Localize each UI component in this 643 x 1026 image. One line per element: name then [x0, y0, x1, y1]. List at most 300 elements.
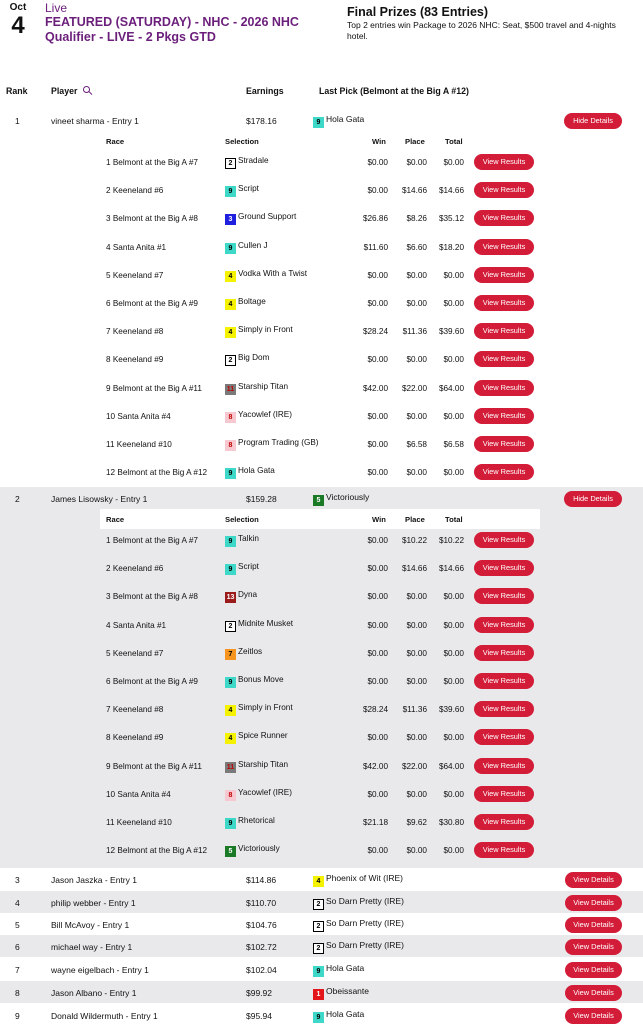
race-row [100, 177, 540, 205]
race-column-header: Race [106, 137, 125, 146]
race-column-header: Race [106, 515, 125, 524]
player-name: Donald Wildermuth - Entry 1 [51, 1011, 158, 1021]
last-pick-name: Hola Gata [326, 114, 365, 124]
total-amount: $0.00 [443, 592, 464, 602]
last-pick [313, 492, 369, 506]
saddle-cloth-icon: 9 [225, 677, 236, 688]
saddle-cloth-icon: 4 [313, 876, 324, 887]
player-name: vineet sharma - Entry 1 [51, 116, 139, 126]
player-row[interactable] [0, 487, 643, 509]
saddle-cloth-icon: 8 [225, 440, 236, 451]
race-row [100, 403, 540, 431]
selection-name: Script [238, 562, 259, 572]
prizes-title: Final Prizes (83 Entries) [347, 5, 489, 19]
selection-name: Script [238, 184, 259, 194]
win-amount: $0.00 [367, 564, 388, 574]
total-column-header: Total [445, 515, 463, 524]
view-results-button[interactable]: View Results [474, 560, 534, 576]
race-row [100, 753, 540, 781]
selection-name: Bonus Move [238, 675, 284, 684]
selection-name: Rhetorical [238, 816, 275, 825]
saddle-cloth-icon: 11 [226, 385, 235, 393]
win-amount: $11.60 [363, 242, 388, 252]
view-results-button[interactable]: View Results [474, 532, 534, 548]
saddle-cloth-icon: 8 [225, 790, 236, 801]
view-details-button[interactable]: View Details [565, 872, 622, 888]
place-amount: $0.00 [406, 592, 427, 602]
win-amount: $0.00 [367, 789, 388, 799]
leaderboard-header [0, 86, 643, 100]
race-row [100, 640, 540, 668]
total-amount: $39.60 [438, 705, 464, 715]
win-amount: $28.24 [362, 705, 388, 715]
last-pick-name: Obeissante [326, 986, 369, 996]
race-name: 1 Belmont at the Big A #7 [106, 536, 198, 545]
race-row [100, 724, 540, 752]
view-results-button[interactable]: View Results [474, 588, 534, 604]
last-pick [313, 940, 404, 954]
race-name: 6 Belmont at the Big A #9 [106, 299, 198, 308]
view-results-button[interactable]: View Results [474, 408, 534, 424]
race-name: 8 Keeneland #9 [106, 355, 164, 365]
view-results-button[interactable]: View Results [474, 267, 534, 283]
place-amount: $0.00 [406, 733, 427, 743]
race-name: 1 Belmont at the Big A #7 [106, 158, 198, 167]
race-name: 10 Santa Anita #4 [106, 789, 171, 799]
race-selection [225, 438, 319, 451]
last-pick [313, 873, 403, 887]
total-amount: $0.00 [443, 733, 464, 743]
saddle-cloth-icon: 9 [225, 536, 236, 547]
race-row [100, 781, 540, 809]
place-amount: $10.22 [401, 536, 427, 545]
selection-name: Hola Gata [238, 466, 275, 476]
race-row [100, 205, 540, 233]
place-amount: $22.00 [401, 383, 427, 393]
win-amount: $0.00 [367, 186, 388, 196]
saddle-cloth-icon: 4 [225, 271, 236, 282]
saddle-cloth-icon: 5 [313, 495, 324, 506]
selection-name: Cullen J [238, 240, 268, 250]
saddle-cloth-icon: 9 [225, 468, 236, 479]
saddle-cloth-icon: 2 [225, 621, 236, 632]
player-rank: 1 [15, 116, 20, 126]
race-selection [225, 816, 275, 829]
total-amount: $18.20 [438, 242, 464, 252]
total-amount: $64.00 [438, 383, 464, 393]
player-earnings: $102.72 [246, 942, 277, 952]
total-amount: $14.66 [438, 564, 464, 574]
details-header [100, 509, 540, 529]
view-results-button[interactable]: View Results [474, 239, 534, 255]
race-name: 7 Keeneland #8 [106, 705, 164, 715]
view-results-button[interactable]: View Results [474, 645, 534, 661]
total-amount: $10.22 [438, 536, 464, 545]
player-row[interactable] [0, 868, 643, 890]
saddle-cloth-icon: 11 [226, 763, 235, 771]
prizes-description: Top 2 entries win Package to 2026 NHC: Seat, $500 travel and 4-nights hotel. [347, 20, 616, 41]
player-row[interactable] [0, 958, 643, 980]
saddle-cloth-icon: 9 [225, 243, 236, 254]
date-month: Oct [9, 2, 27, 13]
race-selection [225, 675, 284, 688]
view-results-button[interactable]: View Results [474, 380, 534, 396]
race-selection [225, 760, 288, 773]
race-row [100, 837, 540, 865]
view-results-button[interactable]: View Results [474, 436, 534, 452]
last-pick-column-header: Last Pick (Belmont at the Big A #12) [319, 86, 469, 96]
selection-name: Program Trading (GB) [238, 438, 319, 447]
race-name: 8 Keeneland #9 [106, 733, 164, 743]
player-row[interactable] [0, 109, 643, 131]
view-details-button[interactable]: View Details [565, 939, 622, 955]
race-selection [225, 325, 293, 338]
race-name: 12 Belmont at the Big A #12 [106, 468, 208, 478]
last-pick-name: So Darn Pretty (IRE) [326, 940, 404, 950]
saddle-cloth-icon: 2 [313, 899, 324, 910]
player-rank: 9 [15, 1011, 20, 1021]
win-amount: $42.00 [362, 761, 388, 771]
win-amount: $0.00 [367, 536, 388, 545]
player-name: Jason Jaszka - Entry 1 [51, 875, 137, 885]
last-pick [313, 114, 364, 128]
win-column-header: Win [372, 137, 386, 146]
total-amount: $39.60 [438, 327, 464, 337]
win-amount: $0.00 [367, 620, 388, 630]
tournament-header [0, 0, 643, 70]
race-selection [225, 590, 257, 603]
race-selection [225, 297, 266, 310]
race-row [100, 290, 540, 318]
saddle-cloth-icon: 4 [225, 705, 236, 716]
date-badge [6, 2, 30, 39]
place-amount: $0.00 [406, 299, 427, 308]
player-earnings: $95.94 [246, 1011, 272, 1021]
place-amount: $0.00 [406, 648, 427, 658]
selection-name: Midnite Musket [238, 618, 294, 628]
win-amount: $28.24 [362, 327, 388, 337]
selection-name: Starship Titan [238, 381, 289, 391]
total-amount: $0.00 [443, 158, 464, 167]
place-amount: $14.66 [401, 564, 427, 574]
race-selection [225, 353, 269, 366]
live-status: Live [45, 1, 68, 15]
saddle-cloth-icon: 8 [225, 412, 236, 423]
place-amount: $11.36 [402, 327, 427, 337]
saddle-cloth-icon: 9 [313, 966, 324, 977]
last-pick-name: Hola Gata [326, 963, 365, 973]
race-row [100, 318, 540, 346]
selection-name: Simply in Front [238, 703, 293, 713]
selection-name: Starship Titan [238, 759, 289, 769]
race-name: 10 Santa Anita #4 [106, 411, 171, 421]
race-row [100, 459, 540, 487]
view-results-button[interactable]: View Results [474, 210, 534, 226]
total-amount: $35.12 [438, 214, 464, 224]
player-row[interactable] [0, 913, 643, 935]
total-amount: $0.00 [443, 677, 464, 686]
last-pick-name: Phoenix of Wit (IRE) [326, 873, 403, 883]
selection-name: Spice Runner [238, 731, 288, 741]
player-earnings: $159.28 [246, 494, 277, 504]
saddle-cloth-icon: 4 [225, 299, 236, 310]
view-results-button[interactable]: View Results [474, 701, 534, 717]
race-row [100, 527, 540, 555]
player-rank: 5 [15, 920, 20, 930]
race-selection [225, 466, 275, 479]
race-selection [225, 184, 259, 197]
place-amount: $11.36 [402, 705, 427, 715]
selection-name: Big Dom [238, 353, 270, 363]
last-pick-name: So Darn Pretty (IRE) [326, 918, 404, 928]
player-earnings: $99.92 [246, 988, 272, 998]
total-amount: $64.00 [438, 761, 464, 771]
total-amount: $0.00 [443, 270, 464, 280]
saddle-cloth-icon: 9 [225, 186, 236, 197]
player-rank: 7 [15, 965, 20, 975]
race-name: 5 Keeneland #7 [106, 648, 164, 658]
last-pick [313, 986, 369, 1000]
hide-details-button[interactable]: Hide Details [564, 113, 622, 129]
player-earnings: $178.16 [246, 116, 277, 126]
last-pick-name: Victoriously [326, 492, 370, 502]
saddle-cloth-icon: 2 [313, 943, 324, 954]
race-name: 4 Santa Anita #1 [106, 242, 167, 252]
last-pick [313, 896, 404, 910]
view-results-button[interactable]: View Results [474, 786, 534, 802]
saddle-cloth-icon: 2 [313, 921, 324, 932]
place-amount: $0.00 [406, 620, 427, 630]
place-amount: $0.00 [406, 158, 427, 167]
place-amount: $9.62 [406, 818, 427, 827]
win-amount: $0.00 [367, 733, 388, 743]
view-results-button[interactable]: View Results [474, 673, 534, 689]
race-selection [225, 534, 259, 547]
win-amount: $0.00 [367, 411, 388, 421]
player-name: James Lisowsky - Entry 1 [51, 494, 148, 504]
race-selection [225, 844, 280, 857]
total-amount: $6.58 [443, 440, 464, 449]
race-selection [225, 703, 293, 716]
date-day: 4 [11, 12, 25, 39]
player-name: Jason Albano - Entry 1 [51, 988, 137, 998]
race-name: 4 Santa Anita #1 [106, 620, 167, 630]
race-name: 11 Keeneland #10 [106, 818, 172, 827]
player-row[interactable] [0, 935, 643, 957]
total-amount: $0.00 [443, 355, 464, 365]
win-amount: $0.00 [367, 468, 388, 478]
total-amount: $0.00 [443, 411, 464, 421]
selection-column-header: Selection [225, 137, 259, 146]
place-amount: $0.00 [406, 411, 427, 421]
selection-name: Dyna [238, 590, 258, 600]
view-details-button[interactable]: View Details [565, 962, 622, 978]
player-row[interactable] [0, 981, 643, 1003]
win-amount: $0.00 [367, 440, 388, 449]
view-details-button[interactable]: View Details [565, 985, 622, 1001]
race-selection [225, 410, 292, 423]
race-selection [225, 788, 292, 801]
place-column-header: Place [405, 515, 425, 524]
race-selection [225, 731, 288, 744]
race-selection [225, 382, 288, 395]
win-amount: $0.00 [367, 846, 388, 856]
player-earnings: $102.04 [246, 965, 277, 975]
selection-name: Stradale [238, 156, 269, 165]
place-column-header: Place [405, 137, 425, 146]
win-amount: $21.18 [362, 818, 388, 827]
details-panel [0, 509, 643, 868]
place-amount: $6.60 [406, 242, 427, 252]
selection-name: Victoriously [238, 844, 280, 854]
race-selection [225, 241, 268, 254]
player-rank: 6 [15, 942, 20, 952]
view-results-button[interactable]: View Results [474, 758, 534, 774]
player-earnings: $104.76 [246, 920, 277, 930]
race-row [100, 431, 540, 459]
player-name: wayne eigelbach - Entry 1 [51, 965, 149, 975]
total-amount: $14.66 [438, 186, 464, 196]
race-name: 7 Keeneland #8 [106, 327, 164, 337]
view-details-button[interactable]: View Details [565, 1008, 622, 1024]
race-row [100, 234, 540, 262]
view-results-button[interactable]: View Results [474, 842, 534, 858]
total-amount: $0.00 [443, 789, 464, 799]
total-column-header: Total [445, 137, 463, 146]
view-results-button[interactable]: View Results [474, 323, 534, 339]
saddle-cloth-icon: 13 [226, 594, 235, 602]
place-amount: $14.66 [401, 186, 427, 196]
race-name: 2 Keeneland #6 [106, 186, 164, 196]
saddle-cloth-icon: 3 [225, 214, 236, 225]
search-icon[interactable] [83, 86, 90, 93]
player-column-label: Player [51, 86, 78, 96]
place-amount: $8.26 [406, 214, 427, 224]
place-amount: $0.00 [406, 468, 427, 478]
selection-name: Boltage [238, 297, 266, 306]
selection-name: Vodka With a Twist [238, 268, 308, 278]
place-amount: $6.58 [406, 440, 427, 449]
player-column-header [51, 86, 77, 96]
saddle-cloth-icon: 2 [225, 355, 236, 366]
total-amount: $0.00 [443, 620, 464, 630]
win-amount: $0.00 [367, 677, 388, 686]
race-selection [225, 619, 293, 632]
saddle-cloth-icon: 9 [225, 818, 236, 829]
player-name: philip webber - Entry 1 [51, 898, 136, 908]
race-selection [225, 562, 259, 575]
place-amount: $0.00 [406, 355, 427, 365]
race-selection [225, 269, 307, 282]
race-row [100, 583, 540, 611]
saddle-cloth-icon: 9 [225, 564, 236, 575]
win-amount: $0.00 [367, 299, 388, 308]
race-row [100, 149, 540, 177]
player-name: Bill McAvoy - Entry 1 [51, 920, 130, 930]
win-amount: $0.00 [367, 648, 388, 658]
race-name: 6 Belmont at the Big A #9 [106, 677, 198, 686]
place-amount: $0.00 [406, 677, 427, 686]
race-name: 11 Keeneland #10 [106, 440, 172, 449]
race-row [100, 809, 540, 837]
selection-name: Talkin [238, 534, 259, 543]
last-pick [313, 1009, 364, 1023]
details-header [100, 131, 540, 151]
view-results-button[interactable]: View Results [474, 617, 534, 633]
tournament-title: FEATURED (SATURDAY) - NHC - 2026 NHC Qualifier - LIVE - 2 Pkgs GTD [45, 15, 299, 44]
view-results-button[interactable]: View Results [474, 814, 534, 830]
view-results-button[interactable]: View Results [474, 351, 534, 367]
player-rank: 2 [15, 494, 20, 504]
earnings-column-header: Earnings [246, 86, 284, 96]
player-rank: 3 [15, 875, 20, 885]
selection-name: Simply in Front [238, 325, 293, 335]
view-details-button[interactable]: View Details [565, 895, 622, 911]
saddle-cloth-icon: 9 [313, 117, 324, 128]
race-row [100, 375, 540, 403]
view-results-button[interactable]: View Results [474, 729, 534, 745]
view-results-button[interactable]: View Results [474, 154, 534, 170]
hide-details-button[interactable]: Hide Details [564, 491, 622, 507]
view-results-button[interactable]: View Results [474, 464, 534, 480]
details-panel [0, 131, 643, 487]
race-row [100, 346, 540, 374]
race-row [100, 612, 540, 640]
win-amount: $0.00 [367, 592, 388, 602]
race-selection [225, 156, 269, 169]
win-amount: $26.86 [362, 214, 388, 224]
view-details-button[interactable]: View Details [565, 917, 622, 933]
last-pick [313, 918, 404, 932]
race-selection [225, 647, 262, 660]
saddle-cloth-icon: 5 [225, 846, 236, 857]
saddle-cloth-icon: 1 [313, 989, 324, 1000]
last-pick-name: Hola Gata [326, 1009, 365, 1019]
race-row [100, 262, 540, 290]
win-amount: $0.00 [367, 355, 388, 365]
player-rank: 4 [15, 898, 20, 908]
race-name: 2 Keeneland #6 [106, 564, 164, 574]
selection-name: Zeitlos [238, 646, 263, 656]
player-earnings: $110.70 [246, 898, 277, 908]
player-earnings: $114.86 [246, 875, 277, 885]
place-amount: $0.00 [406, 789, 427, 799]
race-name: 9 Belmont at the Big A #11 [106, 761, 202, 771]
selection-name: Ground Support [238, 212, 297, 222]
total-amount: $0.00 [443, 846, 464, 856]
saddle-cloth-icon: 4 [225, 327, 236, 338]
rank-column-header: Rank [6, 86, 28, 96]
player-row[interactable] [0, 891, 643, 913]
place-amount: $22.00 [401, 761, 427, 771]
player-rank: 8 [15, 988, 20, 998]
player-name: michael way - Entry 1 [51, 942, 133, 952]
view-results-button[interactable]: View Results [474, 295, 534, 311]
selection-name: Yacowlef (IRE) [238, 787, 292, 797]
saddle-cloth-icon: 9 [313, 1012, 324, 1023]
race-name: 3 Belmont at the Big A #8 [106, 592, 198, 602]
race-name: 12 Belmont at the Big A #12 [106, 846, 208, 856]
saddle-cloth-icon: 2 [225, 158, 236, 169]
total-amount: $0.00 [443, 648, 464, 658]
race-row [100, 555, 540, 583]
race-row [100, 696, 540, 724]
place-amount: $0.00 [406, 846, 427, 856]
saddle-cloth-icon: 4 [225, 733, 236, 744]
view-results-button[interactable]: View Results [474, 182, 534, 198]
win-amount: $42.00 [362, 383, 388, 393]
total-amount: $0.00 [443, 299, 464, 308]
